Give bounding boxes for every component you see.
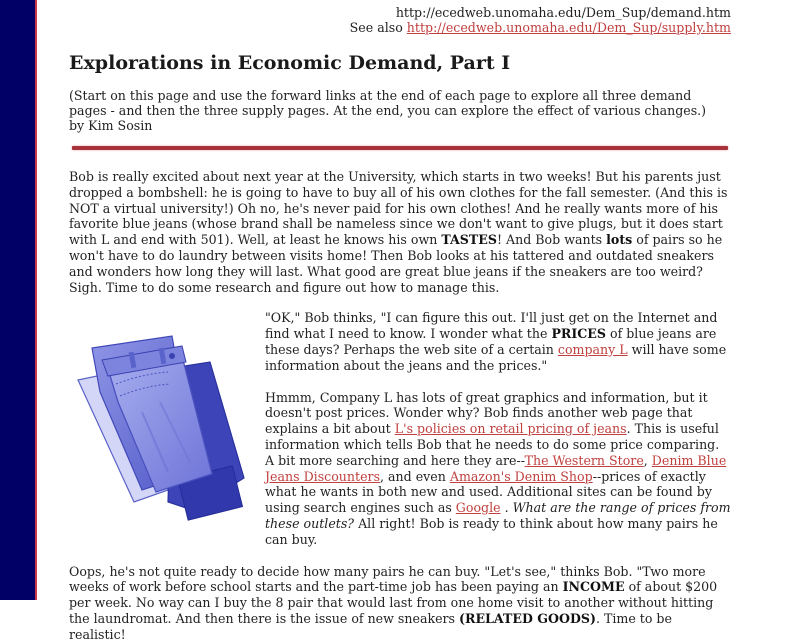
text: ! And Bob wants [496, 232, 607, 248]
intro-text: (Start on this page and use the forward links at the end of each page to explore all three demand pages - and then the three supply pages. At the end, you can explore the effect of various changes.) [69, 88, 707, 118]
paragraph-income [69, 564, 731, 643]
page-url: http://ecedweb.unomaha.edu/Dem_Sup/demand.htm [395, 5, 731, 20]
text: of pairs so he won't have to do laundry between visits home! Then Bob looks at his tattered and outdated sneakers and wonders how long they will last. What good are great blue jeans if the sneakers are too weird? Sigh. Time to do some research and figure out how to manage this. [69, 232, 723, 295]
text: . Time to be realistic! [69, 610, 672, 642]
text: Hmmm, Company L has lots of great graphics and information, but it doesn't post prices. Wonder why? Bob finds another web page that explains a bit about [265, 389, 708, 437]
jeans-icon [72, 322, 250, 534]
emphasis-prices: PRICES [551, 326, 606, 342]
url-header [69, 0, 731, 35]
amazon-denim-link[interactable]: Amazon's Denim Shop [449, 468, 593, 484]
intro-block [69, 88, 731, 133]
jeans-illustration [72, 322, 250, 534]
jeans-section [69, 310, 731, 547]
text: , [643, 452, 652, 468]
text: , and even [380, 468, 450, 484]
red-divider [72, 146, 728, 150]
byline: by Kim Sosin [69, 118, 153, 133]
paragraph-intro-story [69, 169, 731, 295]
emphasis-related-goods: (RELATED GOODS) [459, 610, 596, 626]
text: All right! Bob is ready to think about how many pairs he can buy. [265, 515, 718, 547]
google-link[interactable]: Google [455, 500, 501, 516]
text: --prices of exactly what he wants in both new and used. Additional sites can be found by using search engines such as [265, 468, 712, 516]
left-sidebar-band [0, 0, 35, 600]
see-also-label: See also [349, 20, 407, 35]
left-sidebar-edge [35, 0, 37, 600]
denim-discounters-link[interactable]: Denim Blue Jeans Discounters [265, 452, 727, 484]
text: . This is useful information which tells Bob that he needs to do some price comparing. A bit more searching and here they are-- [265, 421, 720, 468]
pricing-policy-link[interactable]: L's policies on retail pricing of jeans [394, 421, 627, 437]
text: of blue jeans are these days? Perhaps the web site of a certain [265, 326, 717, 357]
text: "OK," Bob thinks, "I can figure this out. I'll just get on the Internet and find what I need to know. I wonder what the [265, 310, 718, 342]
text: Bob is really excited about next year at the University, which starts in two weeks! But his parents just dropped a bombshell: he is going to have to buy all of his own clothes for the fall semester. (And this is NOT a virtual university!) Oh no, he's never paid for his own clothes! And he really wants more of his favorite blue jeans (whose brand shall be nameless since we don't want to give plugs, but it does start with L and end with 501). Well, at least he knows his own [69, 169, 728, 248]
text: . [500, 500, 513, 516]
western-store-link[interactable]: The Western Store [524, 452, 644, 468]
see-also-line [69, 20, 731, 35]
supply-page-link[interactable]: http://ecedweb.unomaha.edu/Dem_Sup/supply.htm [406, 20, 731, 35]
emphasis-income: INCOME [562, 579, 625, 595]
emphasis-lots: lots [606, 232, 633, 248]
company-l-link[interactable]: company L [557, 341, 628, 357]
page-title: Explorations in Economic Demand, Part I [69, 52, 511, 74]
text: of about $200 per week. No way can I buy the 8 pair that would last from one home visit to another without hitting the laundromat. And then there is the issue of new sneakers [69, 579, 718, 626]
question-italic: What are the range of prices from these outlets? [265, 500, 731, 531]
emphasis-tastes: TASTES [441, 232, 497, 248]
text: will have some information about the jeans and the prices." [265, 341, 727, 373]
page-content [69, 0, 731, 643]
text: Oops, he's not quite ready to decide how many pairs he can buy. "Let's see," thinks Bob. "Two more weeks of work before school starts and the part-time job has been paying an [69, 563, 706, 595]
